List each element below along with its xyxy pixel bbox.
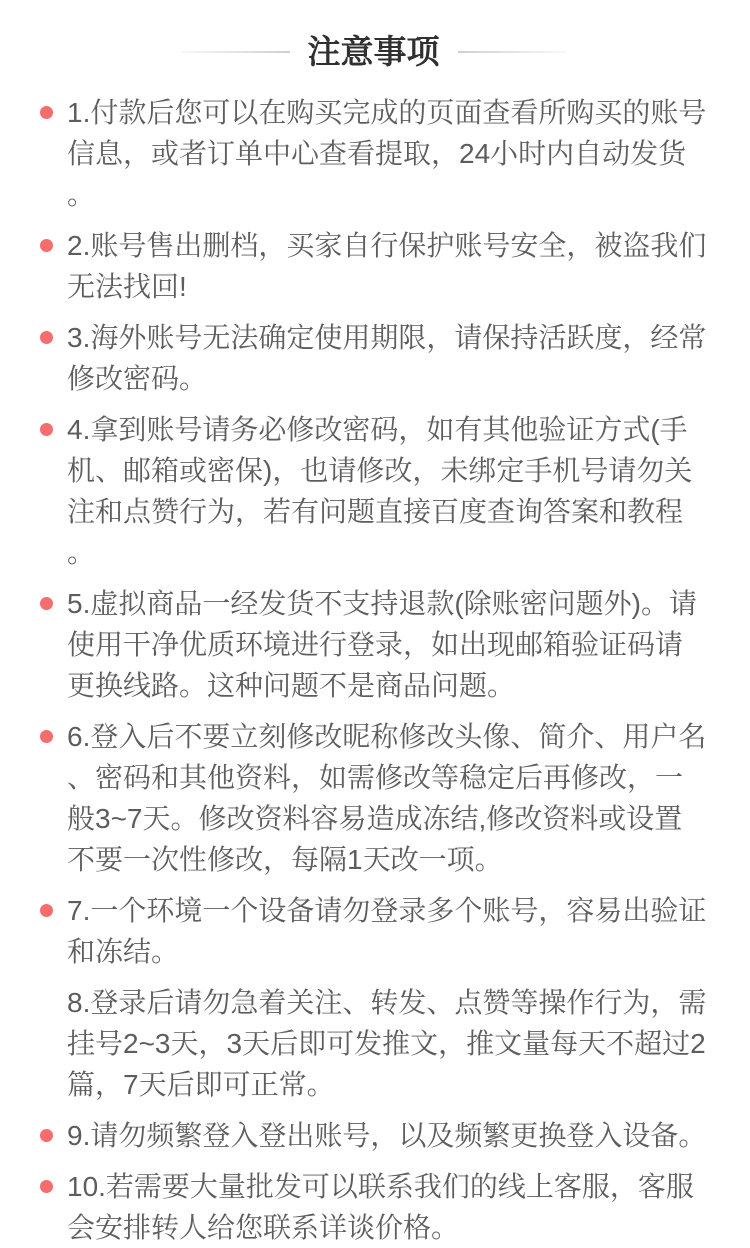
notice-text: 3.海外账号无法确定使用期限，请保持活跃度，经常修改密码。 — [67, 322, 707, 394]
notice-text: 5.虚拟商品一经发货不支持退款(除账密问题外)。请使用干净优质环境进行登录，如出现邮箱验证码请更换线路。这种问题不是商品问题。 — [67, 588, 698, 701]
list-item — [40, 317, 707, 399]
bullet-icon — [40, 239, 53, 252]
page-title: 注意事项 — [307, 33, 440, 70]
bullet-icon — [40, 1180, 53, 1193]
notice-text: 8.登录后请勿急着关注、转发、点赞等操作行为，需挂号2~3天，3天后即可发推文，推文量每天不超过2篇，7天后即可正常。 — [67, 987, 707, 1100]
bullet-icon — [40, 730, 53, 743]
list-item — [40, 982, 707, 1105]
title-row — [40, 30, 707, 74]
notice-list — [40, 92, 707, 1248]
list-item — [40, 583, 707, 706]
list-item — [40, 1166, 707, 1248]
notice-text: 4.拿到账号请务必修改密码，如有其他验证方式(手机、邮箱或密保)，也请修改，未绑定手机号请勿关注和点赞行为，若有问题直接百度查询答案和教程。 — [67, 414, 693, 568]
notice-text: 1.付款后您可以在购买完成的页面查看所购买的账号信息，或者订单中心查看提取，24小时内自动发货。 — [67, 97, 707, 210]
bullet-icon — [40, 1129, 53, 1142]
title-divider-right — [458, 51, 566, 53]
notice-text: 2.账号售出删档，买家自行保护账号安全，被盗我们无法找回! — [67, 230, 707, 302]
title-divider-left — [182, 51, 290, 53]
list-item — [40, 409, 707, 573]
notice-text: 10.若需要大量批发可以联系我们的线上客服，客服会安排转人给您联系详谈价格。 — [67, 1171, 694, 1243]
notice-text: 7.一个环境一个设备请勿登录多个账号，容易出验证和冻结。 — [67, 895, 707, 967]
list-item — [40, 225, 707, 307]
list-item — [40, 1115, 707, 1156]
list-item — [40, 890, 707, 972]
bullet-icon — [40, 597, 53, 610]
notice-text: 6.登入后不要立刻修改昵称修改头像、简介、用户名、密码和其他资料，如需修改等稳定后再修改，一般3~7天。修改资料容易造成冻结,修改资料或设置不要一次性修改，每隔1天改一项。 — [67, 721, 707, 875]
bullet-icon — [40, 106, 53, 119]
bullet-icon — [40, 423, 53, 436]
bullet-icon — [40, 331, 53, 344]
notice-page — [0, 30, 750, 1243]
list-item — [40, 92, 707, 215]
list-item — [40, 716, 707, 880]
bullet-icon — [40, 904, 53, 917]
notice-text: 9.请勿频繁登入登出账号，以及频繁更换登入设备。 — [67, 1120, 707, 1151]
